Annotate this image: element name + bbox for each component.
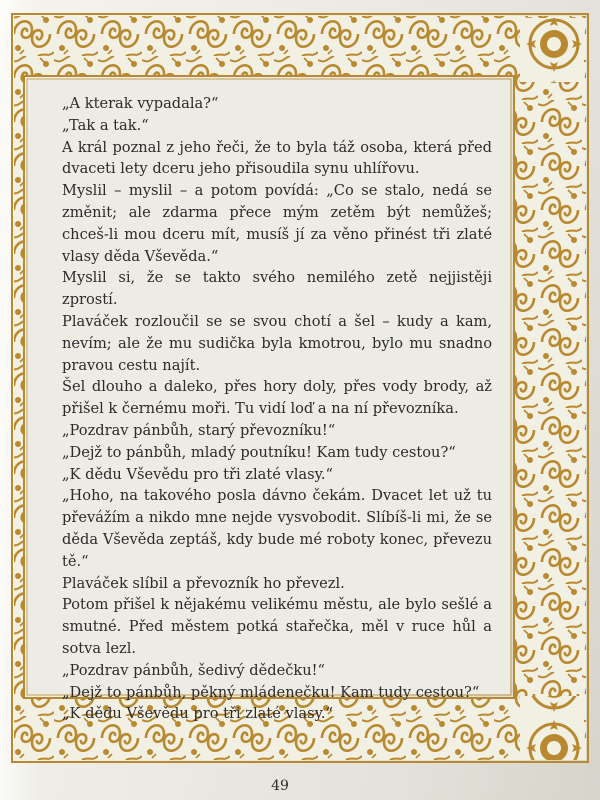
paragraph: „Dejž to pánbůh, pěkný mládenečku! Kam tudy cestou?“	[62, 683, 480, 701]
paragraph: „Tak a tak.“	[62, 116, 149, 134]
paragraph: „K dědu Vševědu pro tři zlaté vlasy.“	[62, 705, 333, 723]
page-number: 49	[271, 778, 289, 794]
story-text	[62, 93, 492, 725]
paragraph: Potom přišel k nějakému velikému městu, ale bylo sešlé a smutné. Před městem potká stařečka, měl v ruce hůl a sotva lezl.	[62, 596, 492, 657]
paragraph: Plaváček rozloučil se se svou chotí a šel – kudy a kam, nevím; ale že mu sudička byla kmotrou, bylo mu snadno pravou cestu najít.	[62, 312, 492, 374]
paragraph: Šel dlouho a daleko, přes hory doly, přes vody brody, až přišel k černému moři. Tu vidí loď a na ní převozníka.	[62, 378, 492, 418]
paragraph: „Hoho, na takového posla dávno čekám. Dvacet let už tu převážím a nikdo mne nejde vysvobodit. Slíbíš-li mi, že se děda Vševěda zeptáš, kdy bude mé roboty konec, převezu tě.“	[62, 487, 492, 570]
paragraph: „Pozdrav pánbůh, šedivý dědečku!“	[62, 661, 325, 679]
paragraph: Plaváček slíbil a převozník ho převezl.	[62, 574, 345, 592]
paragraph: Myslil – myslil – a potom povídá: „Co se stalo, nedá se změnit; ale zdarma přece mým zetěm být nemůžeš; chceš-li mou dceru mít, musíš jí za věno přinést tři zlaté vlasy děda Vševěda.“	[62, 182, 492, 265]
paragraph: „Pozdrav pánbůh, starý převozníku!“	[62, 421, 336, 439]
paragraph: „K dědu Vševědu pro tři zlaté vlasy.“	[62, 465, 333, 483]
paragraph: Myslil si, že se takto svého nemilého zetě nejjistěji zprostí.	[62, 269, 492, 309]
paragraph: A král poznal z jeho řeči, že to byla táž osoba, která před dvaceti lety dceru jeho přisoudila synu uhlířovu.	[62, 138, 492, 178]
paragraph: „Dejž to pánbůh, mladý poutníku! Kam tudy cestou?“	[62, 443, 456, 461]
paragraph: „A kterak vypadala?“	[62, 95, 219, 112]
